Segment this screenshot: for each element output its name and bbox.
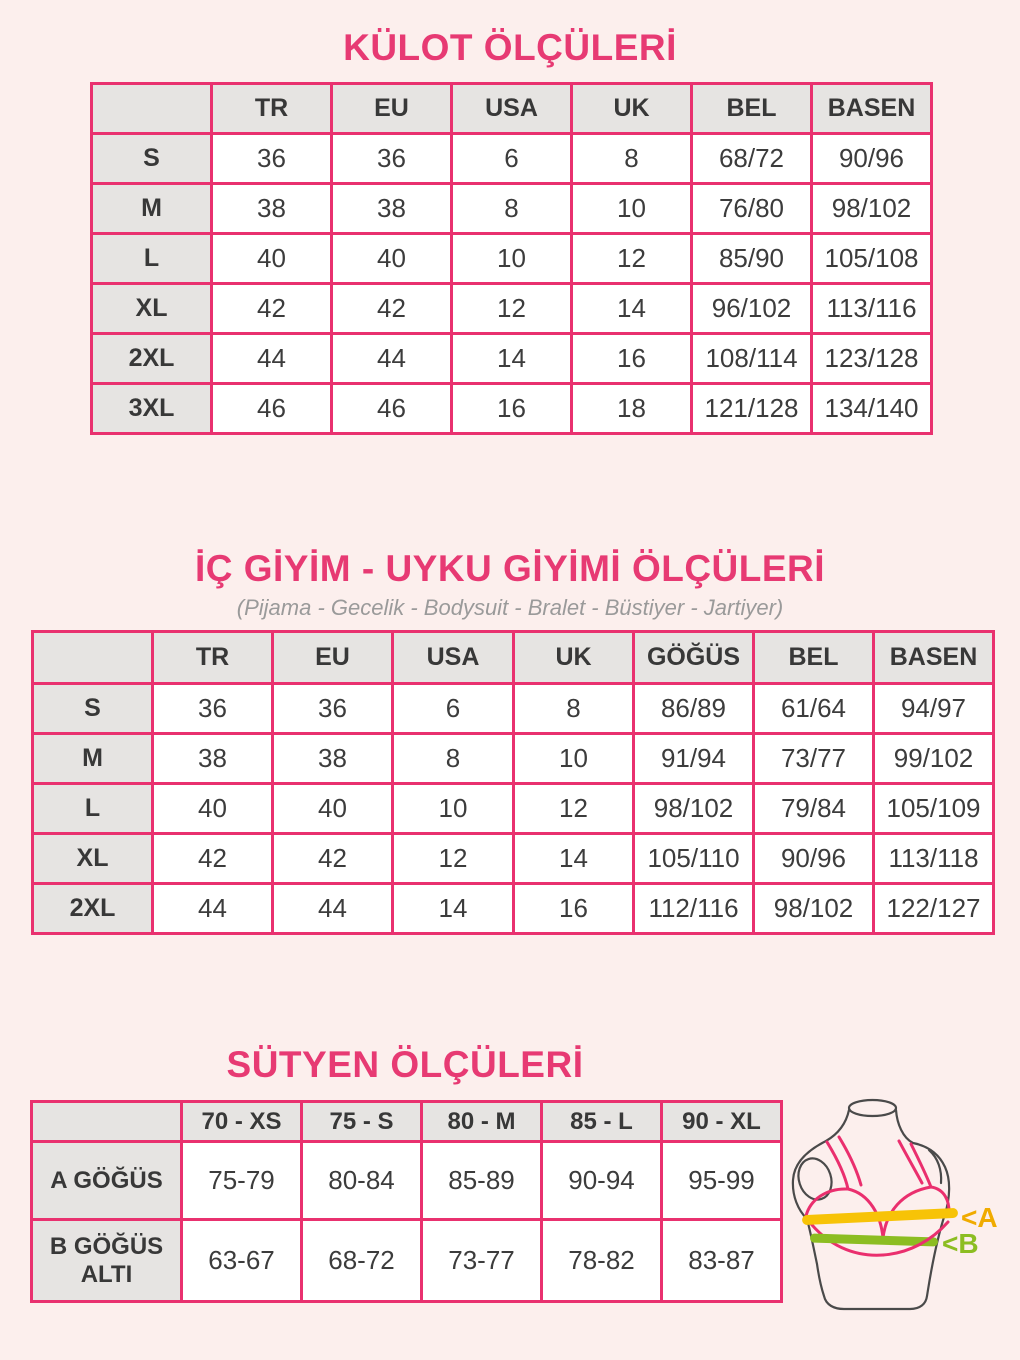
sutyen-section-title: SÜTYEN ÖLÇÜLERİ — [226, 1044, 584, 1085]
column-header-cell: BASEN — [812, 84, 932, 134]
size-value-cell: 10 — [393, 784, 514, 834]
size-value-cell: 42 — [273, 834, 393, 884]
size-value-cell: 40 — [332, 234, 452, 284]
size-value-cell: 46 — [332, 384, 452, 434]
size-value-cell: 134/140 — [812, 384, 932, 434]
column-header-cell: EU — [273, 632, 393, 684]
size-value-cell: 99/102 — [874, 734, 994, 784]
table-row — [32, 1220, 782, 1302]
size-value-cell: 36 — [332, 134, 452, 184]
size-value-cell: 112/116 — [634, 884, 754, 934]
size-value-cell: 14 — [572, 284, 692, 334]
size-value-cell: 8 — [572, 134, 692, 184]
column-header-cell: GÖĞÜS — [634, 632, 754, 684]
size-value-cell: 16 — [452, 384, 572, 434]
size-value-cell: 12 — [572, 234, 692, 284]
row-label-cell: 3XL — [92, 384, 212, 434]
size-value-cell: 12 — [393, 834, 514, 884]
size-value-cell: 122/127 — [874, 884, 994, 934]
size-value-cell: 63-67 — [182, 1220, 302, 1302]
size-value-cell: 46 — [212, 384, 332, 434]
column-header-cell: EU — [332, 84, 452, 134]
size-value-cell: 68/72 — [692, 134, 812, 184]
size-value-cell: 44 — [212, 334, 332, 384]
size-value-cell: 14 — [393, 884, 514, 934]
size-value-cell: 40 — [273, 784, 393, 834]
size-value-cell: 96/102 — [692, 284, 812, 334]
size-value-cell: 40 — [153, 784, 273, 834]
table-row — [32, 1142, 782, 1220]
size-value-cell: 121/128 — [692, 384, 812, 434]
size-value-cell: 42 — [332, 284, 452, 334]
icgiyim-section-title: İÇ GİYİM - UYKU GİYİMİ ÖLÇÜLERİ — [194, 548, 826, 589]
column-header-cell: BASEN — [874, 632, 994, 684]
row-label-cell: M — [92, 184, 212, 234]
size-value-cell: 68-72 — [302, 1220, 422, 1302]
size-value-cell: 42 — [153, 834, 273, 884]
icgiyim-size-table — [31, 630, 995, 935]
column-header-cell: TR — [153, 632, 273, 684]
size-value-cell: 105/108 — [812, 234, 932, 284]
label-a-text: <A — [961, 1202, 998, 1233]
size-value-cell: 76/80 — [692, 184, 812, 234]
size-value-cell: 79/84 — [754, 784, 874, 834]
column-header-cell: 80 - M — [422, 1102, 542, 1142]
header-row — [33, 632, 994, 684]
bra-measurement-illustration — [782, 1088, 1010, 1322]
header-row — [32, 1102, 782, 1142]
size-value-cell: 36 — [153, 684, 273, 734]
table-row — [92, 334, 932, 384]
kulot-size-table — [90, 82, 933, 435]
size-value-cell: 12 — [452, 284, 572, 334]
table-row — [33, 734, 994, 784]
kulot-section-title: KÜLOT ÖLÇÜLERİ — [343, 27, 677, 68]
row-label-cell: B GÖĞÜS ALTI — [32, 1220, 182, 1302]
size-value-cell: 6 — [452, 134, 572, 184]
size-value-cell: 36 — [212, 134, 332, 184]
label-b-text: <B — [942, 1228, 979, 1259]
size-value-cell: 16 — [514, 884, 634, 934]
column-header-cell: 75 - S — [302, 1102, 422, 1142]
size-value-cell: 38 — [332, 184, 452, 234]
size-value-cell: 108/114 — [692, 334, 812, 384]
size-value-cell: 98/102 — [634, 784, 754, 834]
column-header-cell: 85 - L — [542, 1102, 662, 1142]
size-value-cell: 8 — [514, 684, 634, 734]
column-header-cell: TR — [212, 84, 332, 134]
column-header-cell: UK — [572, 84, 692, 134]
corner-cell — [32, 1102, 182, 1142]
size-value-cell: 85-89 — [422, 1142, 542, 1220]
size-value-cell: 8 — [393, 734, 514, 784]
table-row — [92, 384, 932, 434]
size-value-cell: 14 — [452, 334, 572, 384]
column-header-cell: UK — [514, 632, 634, 684]
table-row — [92, 284, 932, 334]
row-label-cell: L — [92, 234, 212, 284]
column-header-cell: 70 - XS — [182, 1102, 302, 1142]
size-value-cell: 123/128 — [812, 334, 932, 384]
size-value-cell: 16 — [572, 334, 692, 384]
size-value-cell: 42 — [212, 284, 332, 334]
size-value-cell: 95-99 — [662, 1142, 782, 1220]
table-row — [33, 784, 994, 834]
row-label-cell: XL — [33, 834, 153, 884]
row-label-cell: M — [33, 734, 153, 784]
size-value-cell: 10 — [452, 234, 572, 284]
row-label-cell: XL — [92, 284, 212, 334]
size-value-cell: 18 — [572, 384, 692, 434]
size-value-cell: 98/102 — [754, 884, 874, 934]
size-value-cell: 113/116 — [812, 284, 932, 334]
size-value-cell: 73-77 — [422, 1220, 542, 1302]
size-value-cell: 10 — [514, 734, 634, 784]
table-row — [33, 834, 994, 884]
sutyen-size-table — [30, 1100, 783, 1303]
table-row — [92, 234, 932, 284]
size-value-cell: 78-82 — [542, 1220, 662, 1302]
size-value-cell: 61/64 — [754, 684, 874, 734]
column-header-cell: USA — [452, 84, 572, 134]
column-header-cell: BEL — [754, 632, 874, 684]
size-value-cell: 14 — [514, 834, 634, 884]
size-value-cell: 98/102 — [812, 184, 932, 234]
size-value-cell: 44 — [273, 884, 393, 934]
size-value-cell: 105/109 — [874, 784, 994, 834]
column-header-cell: USA — [393, 632, 514, 684]
row-label-cell: A GÖĞÜS — [32, 1142, 182, 1220]
size-value-cell: 86/89 — [634, 684, 754, 734]
row-label-cell: S — [92, 134, 212, 184]
header-row — [92, 84, 932, 134]
size-value-cell: 94/97 — [874, 684, 994, 734]
size-value-cell: 44 — [153, 884, 273, 934]
size-value-cell: 10 — [572, 184, 692, 234]
size-value-cell: 85/90 — [692, 234, 812, 284]
table-row — [92, 184, 932, 234]
row-label-cell: L — [33, 784, 153, 834]
size-value-cell: 75-79 — [182, 1142, 302, 1220]
size-value-cell: 91/94 — [634, 734, 754, 784]
size-value-cell: 38 — [153, 734, 273, 784]
size-value-cell: 90-94 — [542, 1142, 662, 1220]
size-value-cell: 6 — [393, 684, 514, 734]
size-value-cell: 113/118 — [874, 834, 994, 884]
size-value-cell: 105/110 — [634, 834, 754, 884]
size-value-cell: 38 — [273, 734, 393, 784]
size-value-cell: 73/77 — [754, 734, 874, 784]
column-header-cell: 90 - XL — [662, 1102, 782, 1142]
size-value-cell: 90/96 — [754, 834, 874, 884]
table-row — [33, 684, 994, 734]
size-value-cell: 38 — [212, 184, 332, 234]
size-value-cell: 44 — [332, 334, 452, 384]
row-label-cell: 2XL — [92, 334, 212, 384]
row-label-cell: S — [33, 684, 153, 734]
size-value-cell: 90/96 — [812, 134, 932, 184]
row-label-cell: 2XL — [33, 884, 153, 934]
table-row — [92, 134, 932, 184]
column-header-cell: BEL — [692, 84, 812, 134]
size-value-cell: 8 — [452, 184, 572, 234]
size-value-cell: 40 — [212, 234, 332, 284]
corner-cell — [92, 84, 212, 134]
size-value-cell: 83-87 — [662, 1220, 782, 1302]
size-value-cell: 12 — [514, 784, 634, 834]
corner-cell — [33, 632, 153, 684]
size-value-cell: 36 — [273, 684, 393, 734]
table-row — [33, 884, 994, 934]
size-value-cell: 80-84 — [302, 1142, 422, 1220]
icgiyim-section-subtitle: (Pijama - Gecelik - Bodysuit - Bralet - Büstiyer - Jartiyer) — [236, 595, 784, 620]
